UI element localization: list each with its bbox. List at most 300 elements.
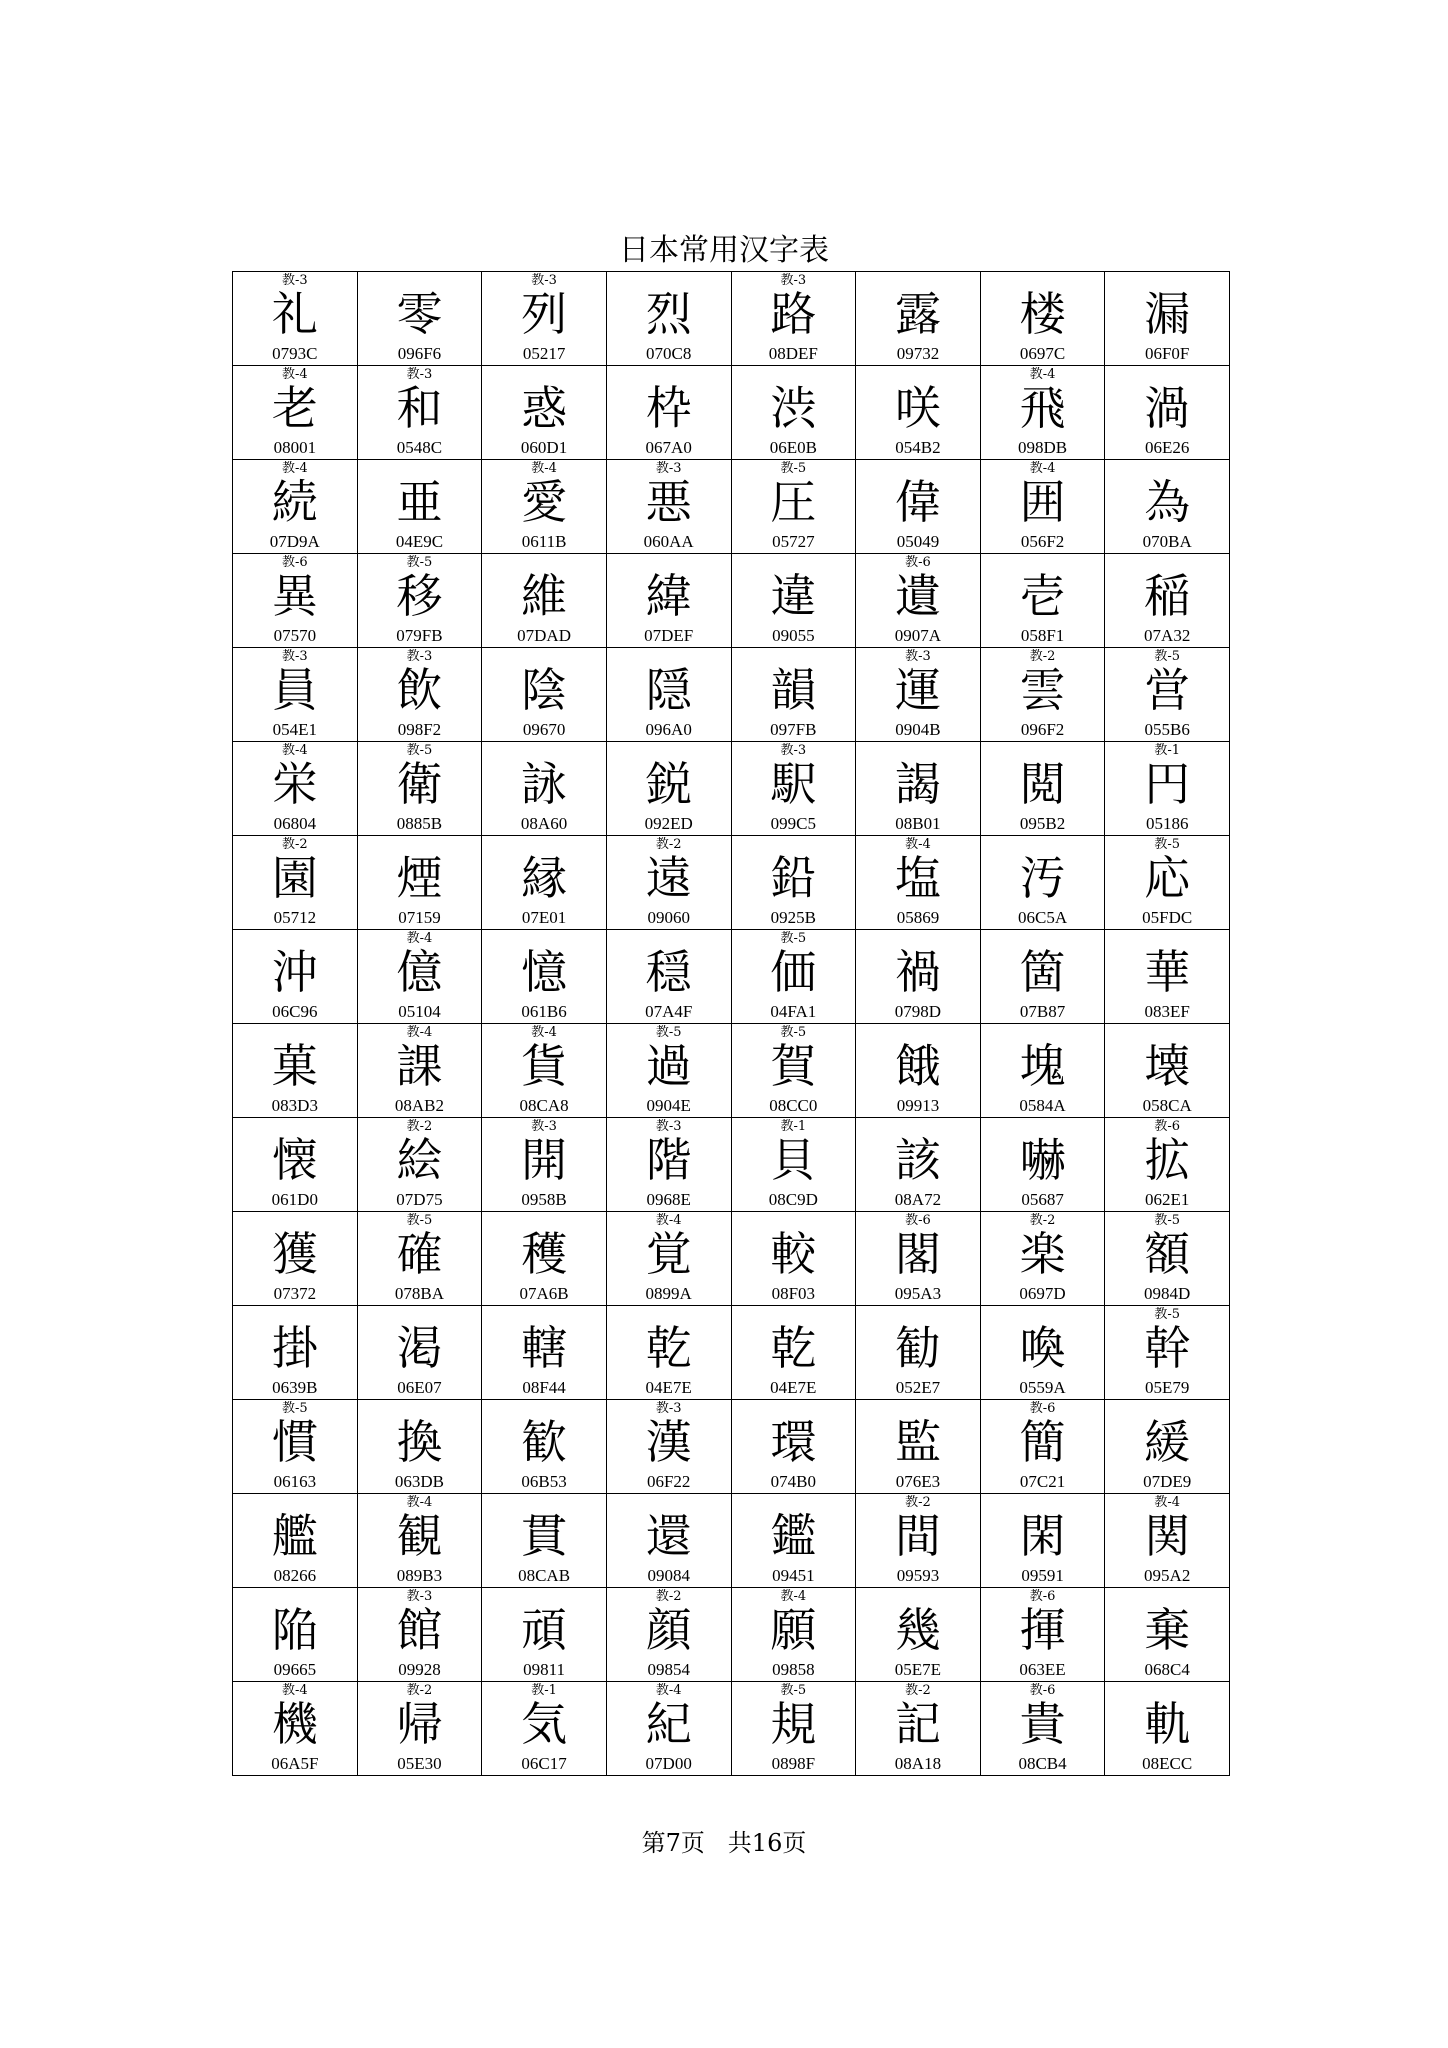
unicode-code: 05E7E: [894, 1660, 942, 1679]
kanji-cell: [1105, 1024, 1230, 1118]
kanji-character: 沖: [271, 945, 318, 999]
kanji-character: 亜: [396, 475, 443, 529]
kanji-cell: [482, 1118, 607, 1212]
unicode-code: 096F2: [1020, 720, 1065, 739]
unicode-code: 04E9C: [395, 532, 444, 551]
grade-label: 教-4: [655, 1213, 682, 1228]
kanji-character: 億: [396, 945, 443, 999]
kanji-cell: [482, 1494, 607, 1588]
grade-label: 教-4: [406, 1025, 433, 1040]
kanji-cell: [980, 460, 1105, 554]
grade-label: 教-4: [281, 461, 308, 476]
unicode-code: 09913: [896, 1096, 940, 1115]
kanji-cell: [357, 648, 482, 742]
unicode-code: 08B01: [895, 814, 941, 833]
kanji-cell: [482, 460, 607, 554]
kanji-cell: [856, 930, 981, 1024]
unicode-code: 08CA8: [519, 1096, 569, 1115]
unicode-code: 06E26: [1144, 438, 1190, 457]
kanji-character: 覚: [645, 1227, 692, 1281]
kanji-cell: [606, 1400, 731, 1494]
unicode-code: 09854: [647, 1660, 690, 1679]
unicode-code: 06F22: [646, 1472, 691, 1491]
grade-label: 教-5: [406, 555, 433, 570]
kanji-cell: [980, 1682, 1105, 1776]
kanji-cell: [357, 554, 482, 648]
unicode-code: 0885B: [396, 814, 443, 833]
table-row: [233, 930, 1230, 1024]
grade-label: 教-3: [780, 273, 807, 288]
kanji-cell: [357, 1682, 482, 1776]
grade-label: 教-2: [406, 1683, 433, 1698]
unicode-code: 097FB: [770, 720, 817, 739]
kanji-cell: [357, 272, 482, 366]
kanji-character: 維: [521, 569, 568, 623]
kanji-cell: [980, 1024, 1105, 1118]
unicode-code: 08A72: [894, 1190, 942, 1209]
table-row: [233, 1588, 1230, 1682]
kanji-character: 囲: [1019, 475, 1066, 529]
unicode-code: 08001: [273, 438, 317, 457]
grade-label: 教-3: [406, 1589, 433, 1604]
kanji-character: 幹: [1144, 1321, 1191, 1375]
grade-label: 教-5: [780, 931, 807, 946]
unicode-code: 07A6B: [519, 1284, 569, 1303]
kanji-character: 簡: [1019, 1415, 1066, 1469]
kanji-cell: [482, 1588, 607, 1682]
unicode-code: 0697D: [1019, 1284, 1066, 1303]
kanji-character: 露: [894, 287, 941, 341]
kanji-character: 円: [1144, 757, 1191, 811]
kanji-character: 該: [894, 1133, 941, 1187]
kanji-character: 圧: [770, 475, 817, 529]
kanji-character: 隠: [645, 663, 692, 717]
kanji-character: 塩: [894, 851, 941, 905]
unicode-code: 0984D: [1144, 1284, 1191, 1303]
kanji-cell: [482, 1306, 607, 1400]
table-row: [233, 648, 1230, 742]
grade-label: 教-3: [655, 461, 682, 476]
kanji-cell: [1105, 1400, 1230, 1494]
unicode-code: 099C5: [770, 814, 816, 833]
unicode-code: 07B87: [1019, 1002, 1066, 1021]
grade-label: 教-2: [1029, 649, 1056, 664]
table-row: [233, 836, 1230, 930]
table-row: [233, 366, 1230, 460]
kanji-character: 課: [396, 1039, 443, 1093]
kanji-character: 渋: [770, 381, 817, 435]
kanji-character: 鑑: [770, 1509, 817, 1563]
table-row: [233, 1494, 1230, 1588]
unicode-code: 070C8: [646, 344, 692, 363]
kanji-cell: [233, 930, 358, 1024]
grade-label: 教-3: [281, 273, 308, 288]
kanji-cell: [731, 1212, 856, 1306]
unicode-code: 06F0F: [1144, 344, 1190, 363]
unicode-code: 06A5F: [271, 1754, 319, 1773]
kanji-cell: [606, 554, 731, 648]
grade-label: 教-6: [905, 555, 931, 570]
unicode-code: 06163: [273, 1472, 317, 1491]
kanji-character: 貴: [1019, 1697, 1066, 1751]
table-row: [233, 1212, 1230, 1306]
kanji-character: 飲: [396, 663, 443, 717]
kanji-cell: [856, 742, 981, 836]
kanji-cell: [731, 554, 856, 648]
unicode-code: 054B2: [895, 438, 941, 457]
kanji-cell: [233, 1024, 358, 1118]
unicode-code: 09084: [647, 1566, 690, 1585]
unicode-code: 056F2: [1020, 532, 1065, 551]
unicode-code: 06B53: [521, 1472, 567, 1491]
kanji-cell: [233, 648, 358, 742]
page-footer: 第7页 共16页: [641, 1829, 807, 1857]
kanji-character: 閲: [1019, 757, 1066, 811]
kanji-character: 乾: [770, 1321, 817, 1375]
kanji-cell: [606, 1212, 731, 1306]
grade-label: 教-5: [780, 461, 807, 476]
kanji-cell: [482, 1212, 607, 1306]
unicode-code: 0798D: [894, 1002, 942, 1021]
grade-label: 教-4: [655, 1683, 682, 1698]
grade-label: 教-2: [281, 837, 308, 852]
kanji-cell: [731, 460, 856, 554]
kanji-cell: [606, 1118, 731, 1212]
kanji-character: 監: [894, 1415, 941, 1469]
kanji-character: 列: [521, 287, 568, 341]
kanji-character: 零: [396, 287, 443, 341]
unicode-code: 05049: [896, 532, 940, 551]
unicode-code: 0548C: [396, 438, 443, 457]
unicode-code: 08C9D: [768, 1190, 818, 1209]
kanji-cell: [233, 1306, 358, 1400]
unicode-code: 09451: [772, 1566, 815, 1585]
kanji-character: 漢: [645, 1415, 692, 1469]
unicode-code: 055B6: [1144, 720, 1190, 739]
grade-label: 教-5: [1154, 1213, 1181, 1228]
kanji-character: 惑: [521, 381, 568, 435]
kanji-character: 賀: [770, 1039, 817, 1093]
unicode-code: 07DEF: [644, 626, 694, 645]
kanji-character: 幾: [894, 1603, 941, 1657]
kanji-character: 過: [645, 1039, 692, 1093]
kanji-cell: [980, 930, 1105, 1024]
unicode-code: 095A2: [1144, 1566, 1191, 1585]
kanji-character: 鉛: [770, 851, 817, 905]
kanji-cell: [233, 1118, 358, 1212]
grade-label: 教-5: [1154, 1307, 1181, 1322]
kanji-character: 階: [645, 1133, 692, 1187]
kanji-cell: [856, 1494, 981, 1588]
grade-label: 教-3: [531, 273, 557, 288]
kanji-cell: [1105, 1118, 1230, 1212]
unicode-code: 076E3: [895, 1472, 941, 1491]
kanji-cell: [357, 1024, 482, 1118]
kanji-cell: [606, 1024, 731, 1118]
kanji-character: 謁: [894, 757, 941, 811]
grade-label: 教-6: [1029, 1589, 1056, 1604]
kanji-character: 為: [1144, 475, 1191, 529]
kanji-cell: [1105, 554, 1230, 648]
unicode-code: 07372: [273, 1284, 317, 1303]
kanji-cell: [856, 366, 981, 460]
unicode-code: 061B6: [521, 1002, 567, 1021]
kanji-cell: [980, 1588, 1105, 1682]
kanji-character: 飛: [1019, 381, 1066, 435]
unicode-code: 083D3: [271, 1096, 318, 1115]
grade-label: 教-4: [905, 837, 931, 852]
kanji-character: 路: [770, 287, 817, 341]
unicode-code: 08F03: [771, 1284, 816, 1303]
unicode-code: 09055: [772, 626, 815, 645]
page-title: 日本常用汉字表: [619, 233, 829, 268]
kanji-character: 衛: [396, 757, 443, 811]
kanji-cell: [233, 366, 358, 460]
kanji-character: 韻: [770, 663, 817, 717]
kanji-cell: [731, 1306, 856, 1400]
kanji-character: 偉: [894, 475, 941, 529]
kanji-cell: [606, 1306, 731, 1400]
kanji-character: 歓: [521, 1415, 568, 1469]
kanji-cell: [482, 272, 607, 366]
kanji-cell: [606, 1494, 731, 1588]
grade-label: 教-5: [406, 743, 433, 758]
kanji-character: 嚇: [1019, 1133, 1066, 1187]
kanji-character: 遠: [645, 851, 692, 905]
kanji-character: 餓: [894, 1039, 941, 1093]
kanji-cell: [1105, 1588, 1230, 1682]
unicode-code: 08CAB: [518, 1566, 571, 1585]
kanji-cell: [980, 366, 1105, 460]
kanji-cell: [606, 836, 731, 930]
kanji-character: 貨: [521, 1039, 568, 1093]
unicode-code: 08ECC: [1142, 1754, 1193, 1773]
unicode-code: 07D9A: [269, 532, 320, 551]
kanji-character: 帰: [396, 1697, 443, 1751]
kanji-character: 緩: [1144, 1415, 1191, 1469]
grade-label: 教-2: [1029, 1213, 1056, 1228]
kanji-character: 員: [271, 663, 318, 717]
kanji-cell: [482, 742, 607, 836]
kanji-cell: [233, 554, 358, 648]
kanji-cell: [1105, 1494, 1230, 1588]
grade-label: 教-6: [1029, 1401, 1056, 1416]
table-row: [233, 460, 1230, 554]
kanji-cell: [357, 1494, 482, 1588]
kanji-character: 煙: [396, 851, 443, 905]
kanji-character: 枠: [645, 381, 692, 435]
grade-label: 教-3: [531, 1119, 557, 1134]
grade-label: 教-3: [281, 649, 308, 664]
kanji-cell: [1105, 1212, 1230, 1306]
kanji-cell: [1105, 836, 1230, 930]
kanji-character: 較: [770, 1227, 817, 1281]
unicode-code: 09665: [273, 1660, 317, 1679]
kanji-cell: [482, 648, 607, 742]
kanji-cell: [731, 1494, 856, 1588]
kanji-cell: [357, 366, 482, 460]
kanji-character: 棄: [1144, 1603, 1191, 1657]
unicode-code: 067A0: [645, 438, 692, 457]
unicode-code: 09670: [522, 720, 566, 739]
kanji-cell: [856, 1682, 981, 1776]
kanji-cell: [482, 1400, 607, 1494]
unicode-code: 04E7E: [770, 1378, 817, 1397]
kanji-cell: [482, 554, 607, 648]
table-row: [233, 1682, 1230, 1776]
unicode-code: 096A0: [645, 720, 692, 739]
unicode-code: 08AB2: [394, 1096, 444, 1115]
kanji-character: 華: [1144, 945, 1191, 999]
kanji-character: 紀: [645, 1697, 692, 1751]
unicode-code: 06C5A: [1018, 908, 1068, 927]
kanji-character: 漏: [1144, 287, 1191, 341]
kanji-character: 艦: [271, 1509, 318, 1563]
unicode-code: 08266: [273, 1566, 317, 1585]
kanji-character: 閑: [1019, 1509, 1066, 1563]
kanji-character: 稲: [1144, 569, 1191, 623]
kanji-character: 続: [271, 475, 318, 529]
kanji-cell: [980, 648, 1105, 742]
kanji-cell: [856, 1588, 981, 1682]
kanji-cell: [980, 836, 1105, 930]
unicode-code: 098F2: [397, 720, 442, 739]
kanji-character: 喚: [1019, 1321, 1066, 1375]
kanji-character: 陰: [521, 663, 568, 717]
unicode-code: 096F6: [397, 344, 442, 363]
kanji-cell: [482, 1682, 607, 1776]
kanji-character: 記: [894, 1697, 941, 1751]
kanji-character: 懐: [271, 1133, 318, 1187]
kanji-cell: [1105, 1306, 1230, 1400]
unicode-code: 05104: [398, 1002, 441, 1021]
unicode-code: 054E1: [272, 720, 317, 739]
unicode-code: 0907A: [894, 626, 942, 645]
unicode-code: 079FB: [396, 626, 443, 645]
kanji-character: 環: [770, 1415, 817, 1469]
kanji-character: 雲: [1019, 663, 1066, 717]
kanji-cell: [980, 1400, 1105, 1494]
kanji-cell: [357, 1118, 482, 1212]
kanji-table-body: [233, 272, 1230, 1776]
kanji-character: 関: [1144, 1509, 1191, 1563]
kanji-character: 汚: [1019, 851, 1066, 905]
grade-label: 教-5: [406, 1213, 433, 1228]
grade-label: 教-2: [406, 1119, 433, 1134]
unicode-code: 07A4F: [645, 1002, 693, 1021]
kanji-cell: [731, 836, 856, 930]
kanji-character: 規: [770, 1697, 817, 1751]
kanji-character: 楽: [1019, 1227, 1066, 1281]
kanji-cell: [731, 1588, 856, 1682]
kanji-cell: [731, 1682, 856, 1776]
kanji-cell: [731, 742, 856, 836]
kanji-cell: [482, 930, 607, 1024]
unicode-code: 0639B: [272, 1378, 318, 1397]
kanji-character: 価: [770, 945, 817, 999]
unicode-code: 05E30: [397, 1754, 442, 1773]
kanji-character: 烈: [645, 287, 692, 341]
kanji-character: 開: [521, 1133, 568, 1187]
unicode-code: 068C4: [1144, 1660, 1190, 1679]
kanji-character: 遺: [894, 569, 941, 623]
table-row: [233, 554, 1230, 648]
grade-label: 教-5: [281, 1401, 308, 1416]
kanji-character: 愛: [521, 475, 568, 529]
unicode-code: 0968E: [646, 1190, 691, 1209]
grade-label: 教-5: [1154, 837, 1181, 852]
kanji-character: 轄: [521, 1321, 568, 1375]
kanji-cell: [731, 1024, 856, 1118]
kanji-cell: [980, 1494, 1105, 1588]
unicode-code: 07DAD: [517, 626, 571, 645]
grade-label: 教-4: [406, 1495, 433, 1510]
grade-label: 教-1: [531, 1683, 557, 1698]
kanji-cell: [357, 930, 482, 1024]
unicode-code: 09732: [896, 344, 940, 363]
unicode-code: 061D0: [271, 1190, 318, 1209]
unicode-code: 05712: [273, 908, 317, 927]
kanji-character: 閣: [894, 1227, 941, 1281]
kanji-cell: [856, 554, 981, 648]
kanji-cell: [731, 1118, 856, 1212]
kanji-character: 慣: [271, 1415, 318, 1469]
kanji-character: 菓: [271, 1039, 318, 1093]
kanji-table: [232, 271, 1230, 1776]
table-row: [233, 1024, 1230, 1118]
kanji-character: 鋭: [645, 757, 692, 811]
grade-label: 教-5: [780, 1025, 807, 1040]
kanji-character: 渇: [396, 1321, 443, 1375]
unicode-code: 09593: [896, 1566, 940, 1585]
grade-label: 教-4: [531, 461, 557, 476]
table-row: [233, 1118, 1230, 1212]
kanji-cell: [856, 1024, 981, 1118]
grade-label: 教-2: [905, 1495, 931, 1510]
kanji-character: 間: [894, 1509, 941, 1563]
grade-label: 教-5: [1154, 649, 1181, 664]
kanji-character: 獲: [271, 1227, 318, 1281]
unicode-code: 089B3: [396, 1566, 443, 1585]
grade-label: 教-4: [780, 1589, 807, 1604]
kanji-cell: [1105, 742, 1230, 836]
kanji-cell: [980, 1212, 1105, 1306]
kanji-character: 駅: [770, 757, 817, 811]
unicode-code: 0904B: [895, 720, 941, 739]
unicode-code: 04FA1: [770, 1002, 817, 1021]
unicode-code: 052E7: [895, 1378, 941, 1397]
kanji-cell: [731, 930, 856, 1024]
kanji-cell: [606, 366, 731, 460]
kanji-character: 勧: [894, 1321, 941, 1375]
unicode-code: 063EE: [1019, 1660, 1066, 1679]
kanji-character: 応: [1144, 851, 1191, 905]
kanji-cell: [731, 648, 856, 742]
kanji-character: 礼: [271, 287, 318, 341]
kanji-cell: [856, 1212, 981, 1306]
grade-label: 教-3: [905, 649, 931, 664]
unicode-code: 0584A: [1019, 1096, 1066, 1115]
kanji-cell: [233, 1588, 358, 1682]
kanji-character: 館: [396, 1603, 443, 1657]
unicode-code: 05E79: [1144, 1378, 1190, 1397]
kanji-character: 壱: [1019, 569, 1066, 623]
grade-label: 教-3: [780, 743, 807, 758]
kanji-character: 箇: [1019, 945, 1066, 999]
grade-label: 教-4: [281, 1683, 308, 1698]
unicode-code: 098DB: [1018, 438, 1068, 457]
unicode-code: 05217: [522, 344, 566, 363]
